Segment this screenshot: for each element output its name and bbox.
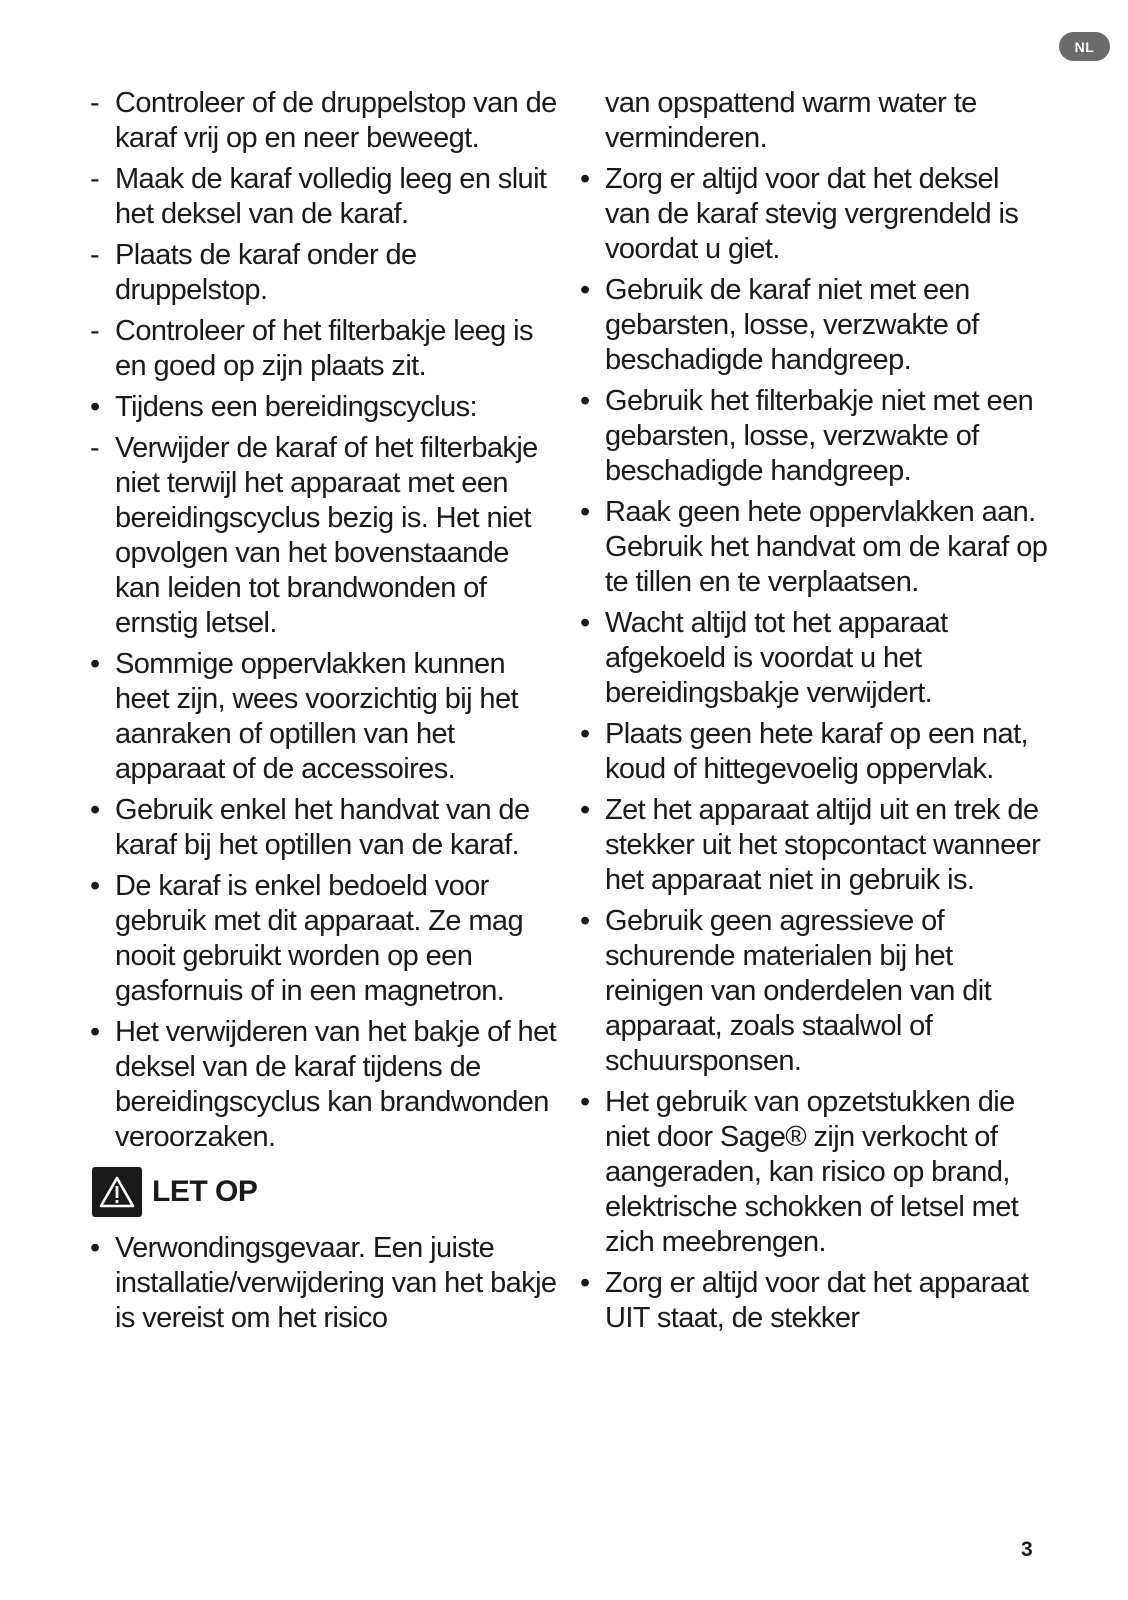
bullet-item xyxy=(88,390,558,425)
item-text: Gebruik het filterbakje niet met een gebarsten, losse, verzwakte of beschadigde handgreep. xyxy=(605,385,1034,487)
item-text: De karaf is enkel bedoeld voor gebruik met dit apparaat. Ze mag nooit gebruikt worden op een gasfornuis of in een magnetron. xyxy=(115,870,523,1007)
item-text: Zorg er altijd voor dat het deksel van de karaf stevig vergrendeld is voordat u giet. xyxy=(605,163,1019,265)
page-number: 3 xyxy=(1021,1538,1033,1561)
item-text: Zet het apparaat altijd uit en trek de stekker uit het stopcontact wanneer het apparaat niet in gebruik is. xyxy=(605,794,1041,896)
bullet-item xyxy=(578,793,1048,898)
item-text: Gebruik de karaf niet met een gebarsten, losse, verzwakte of beschadigde handgreep. xyxy=(605,274,979,376)
item-text: Sommige oppervlakken kunnen heet zijn, wees voorzichtig bij het aanraken of optillen van het apparaat of de accessoires. xyxy=(115,648,518,785)
item-text: Wacht altijd tot het apparaat afgekoeld is voordat u het bereidingsbakje verwijdert. xyxy=(605,607,948,709)
bullet-marker: • xyxy=(90,870,100,902)
item-text: Verwijder de karaf of het filterbakje niet terwijl het apparaat met een bereidingscyclus bezig is. Het niet opvolgen van het bovenstaande kan leiden tot brandwonden of ernstig letsel. xyxy=(115,432,538,639)
bullet-item xyxy=(578,904,1048,1079)
bullet-item xyxy=(578,384,1048,489)
bullet-marker: • xyxy=(90,648,100,680)
bullet-item xyxy=(88,1015,558,1155)
item-text: Het gebruik van opzetstukken die niet door Sage® zijn verkocht of aangeraden, kan risico op brand, elektrische schokken of letsel met zich meebrengen. xyxy=(605,1086,1019,1258)
dash-marker: - xyxy=(90,163,100,195)
dash-item xyxy=(88,314,558,384)
item-text: Gebruik enkel het handvat van de karaf bij het optillen van de karaf. xyxy=(115,794,530,861)
bullet-marker: • xyxy=(580,274,590,306)
item-text: Plaats geen hete karaf op een nat, koud of hittegevoelig oppervlak. xyxy=(605,718,1028,785)
dash-item xyxy=(88,238,558,308)
bullet-item xyxy=(578,495,1048,600)
bullet-marker: • xyxy=(580,718,590,750)
bullet-marker: • xyxy=(90,794,100,826)
bullet-item xyxy=(88,869,558,1009)
bullet-marker: • xyxy=(90,1232,100,1264)
bullet-marker: • xyxy=(580,905,590,937)
bullet-marker: • xyxy=(580,496,590,528)
bullet-item xyxy=(88,1231,558,1336)
warning-heading xyxy=(92,1167,558,1217)
item-text: Maak de karaf volledig leeg en sluit het deksel van de karaf. xyxy=(115,163,547,230)
bullet-item xyxy=(578,606,1048,711)
bullet-item xyxy=(88,647,558,787)
dash-marker: - xyxy=(90,239,100,271)
item-text: Raak geen hete oppervlakken aan. Gebruik het handvat om de karaf op te tillen en te verplaatsen. xyxy=(605,496,1048,598)
bullet-item xyxy=(578,1085,1048,1260)
bullet-marker: • xyxy=(580,1086,590,1118)
bullet-item xyxy=(88,793,558,863)
dash-item xyxy=(88,431,558,641)
continued-item xyxy=(578,86,1048,156)
item-text: Plaats de karaf onder de druppelstop. xyxy=(115,239,417,306)
warning-label: LET OP xyxy=(152,1175,258,1208)
language-badge: NL xyxy=(1059,32,1110,61)
right-column xyxy=(578,86,1048,1342)
bullet-marker: • xyxy=(90,1016,100,1048)
item-text: Tijdens een bereidingscyclus: xyxy=(115,391,477,423)
dash-marker: - xyxy=(90,432,100,464)
bullet-marker: • xyxy=(580,794,590,826)
right-instruction-list xyxy=(578,86,1048,1336)
left-column xyxy=(88,86,558,1342)
item-text: van opspattend warm water te verminderen. xyxy=(605,87,977,154)
dash-item xyxy=(88,86,558,156)
bullet-item xyxy=(578,717,1048,787)
dash-marker: - xyxy=(90,315,100,347)
dash-marker: - xyxy=(90,87,100,119)
item-text: Het verwijderen van het bakje of het deksel van de karaf tijdens de bereidingscyclus kan brandwonden veroorzaken. xyxy=(115,1016,557,1153)
warning-triangle-icon xyxy=(92,1167,142,1217)
bullet-marker: • xyxy=(580,1267,590,1299)
item-text: Controleer of de druppelstop van de karaf vrij op en neer beweegt. xyxy=(115,87,557,154)
item-text: Zorg er altijd voor dat het apparaat UIT staat, de stekker xyxy=(605,1267,1029,1334)
bullet-marker: • xyxy=(90,391,100,423)
item-text: Gebruik geen agressieve of schurende materialen bij het reinigen van onderdelen van dit apparaat, zoals staalwol of schuursponsen. xyxy=(605,905,992,1077)
left-instruction-list xyxy=(88,86,558,1155)
bullet-item xyxy=(578,162,1048,267)
warning-instruction-list xyxy=(88,1231,558,1336)
item-text: Controleer of het filterbakje leeg is en goed op zijn plaats zit. xyxy=(115,315,533,382)
bullet-item xyxy=(578,273,1048,378)
item-text: Verwondingsgevaar. Een juiste installatie/verwijdering van het bakje is vereist om het risico xyxy=(115,1232,557,1334)
dash-item xyxy=(88,162,558,232)
bullet-marker: • xyxy=(580,163,590,195)
bullet-item xyxy=(578,1266,1048,1336)
bullet-marker: • xyxy=(580,607,590,639)
bullet-marker: • xyxy=(580,385,590,417)
